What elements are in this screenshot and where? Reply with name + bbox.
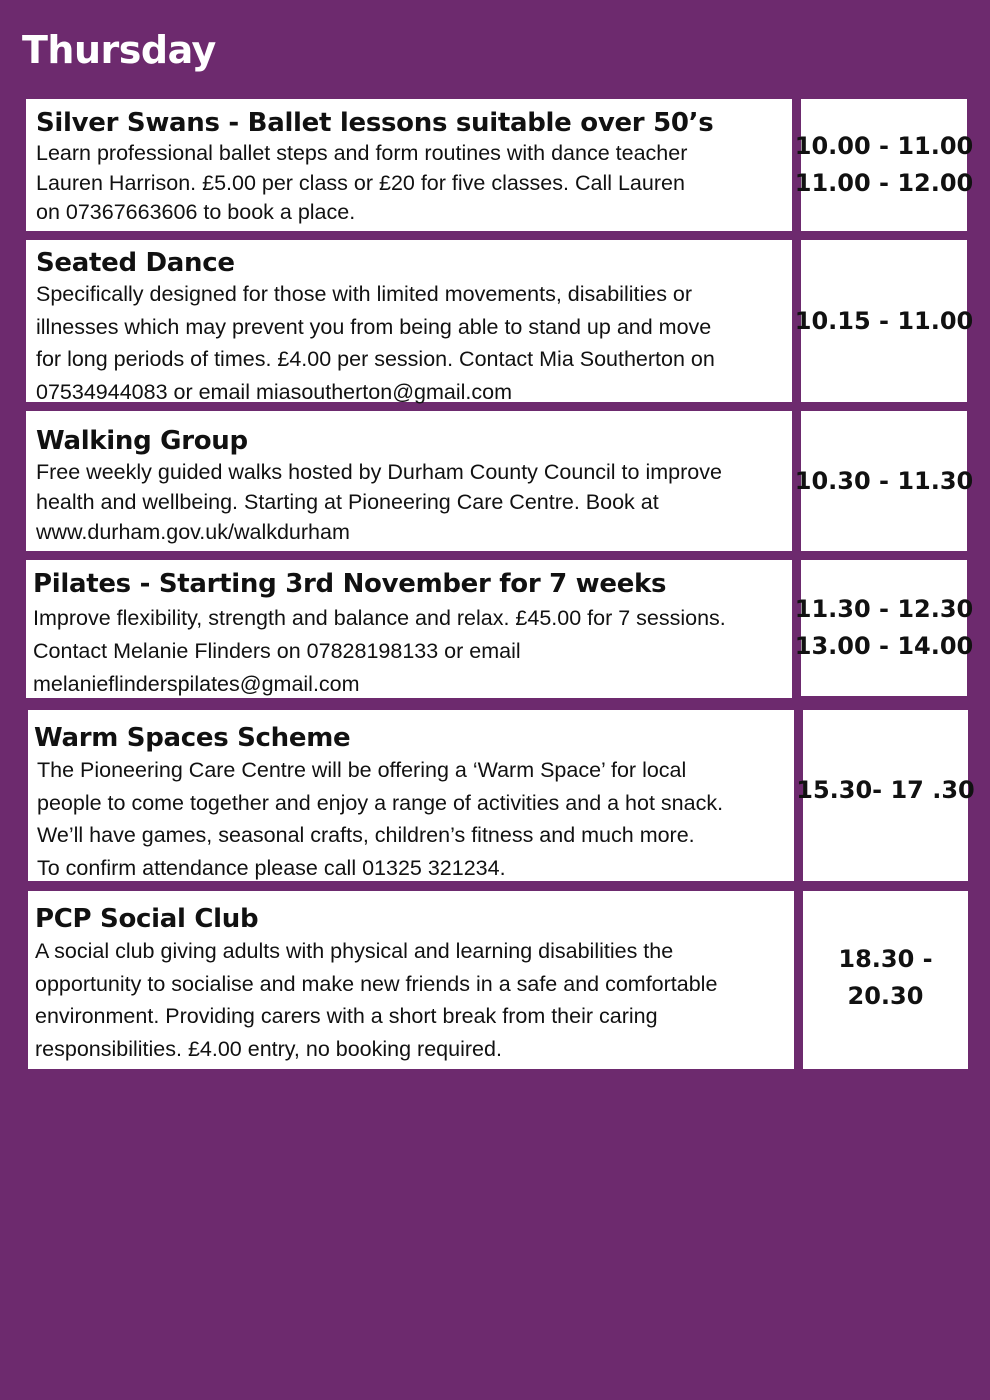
activity-description-box: [26, 411, 792, 551]
activity-title: Warm Spaces Scheme: [34, 723, 351, 753]
activity-description-box: [28, 710, 794, 881]
page-title: Thursday: [22, 28, 216, 72]
activity-time-box: [794, 411, 974, 551]
activity-time: 11.30 - 12.30: [794, 595, 974, 623]
activity-description-box: [26, 240, 792, 402]
activity-description: Free weekly guided walks hosted by Durham County Council to improve health and wellbeing. Starting at Pioneering Care Centre. Book at www.durham.gov.uk/walkdurham: [36, 460, 722, 544]
activity-description-box: [26, 560, 792, 698]
activity-description: A social club giving adults with physical and learning disabilities the opportunity to socialise and make new friends in a safe and comfortable environment. Providing carers with a short break from their caring responsibilities. £4.00 entry, no booking required.: [35, 939, 718, 1061]
activity-description-box: [28, 891, 794, 1069]
activity-description: Specifically designed for those with limited movements, disabilities or illnesses which may prevent you from being able to stand up and move for long periods of times. £4.00 per session. Contact Mia Southerton on 07534944083 or email miasoutherton@gmail.com: [36, 282, 715, 404]
activity-title: Walking Group: [36, 426, 248, 456]
activity-time: 10.00 - 11.00: [794, 132, 974, 160]
activity-title: Silver Swans - Ballet lessons suitable over 50’s: [36, 108, 714, 138]
activity-title: PCP Social Club: [35, 904, 259, 934]
activity-time-box: [794, 240, 974, 402]
activity-time: 13.00 - 14.00: [794, 632, 974, 660]
activity-description-box: [26, 99, 792, 231]
activity-description: The Pioneering Care Centre will be offering a ‘Warm Space’ for local people to come together and enjoy a range of activities and a hot snack. We’ll have games, seasonal crafts, children’s fitness and much more. To confirm attendance please call 01325 321234.: [37, 758, 724, 880]
activity-time-box: [794, 99, 974, 231]
activity-title: Seated Dance: [36, 248, 235, 278]
activity-time: 10.30 - 11.30: [794, 466, 974, 495]
activity-description: Improve flexibility, strength and balance and relax. £45.00 for 7 sessions. Contact Melanie Flinders on 07828198133 or email melanieflinderspilates@gmail.com: [33, 606, 726, 696]
activity-time: 10.15 - 11.00: [794, 306, 974, 335]
activity-title: Pilates - Starting 3rd November for 7 weeks: [33, 569, 667, 599]
activity-time-box: [794, 560, 974, 696]
activity-time: 18.30 -: [838, 945, 933, 973]
activity-time-box: [803, 891, 968, 1069]
activity-time: 11.00 - 12.00: [794, 169, 974, 197]
activity-time-box: [796, 710, 975, 881]
activity-description: Learn professional ballet steps and form routines with dance teacher Lauren Harrison. £5.00 per class or £20 for five classes. Call Lauren on 07367663606 to book a place.: [36, 141, 688, 224]
activity-time: 15.30- 17 .30: [796, 776, 975, 804]
activity-time: 20.30: [847, 982, 924, 1010]
